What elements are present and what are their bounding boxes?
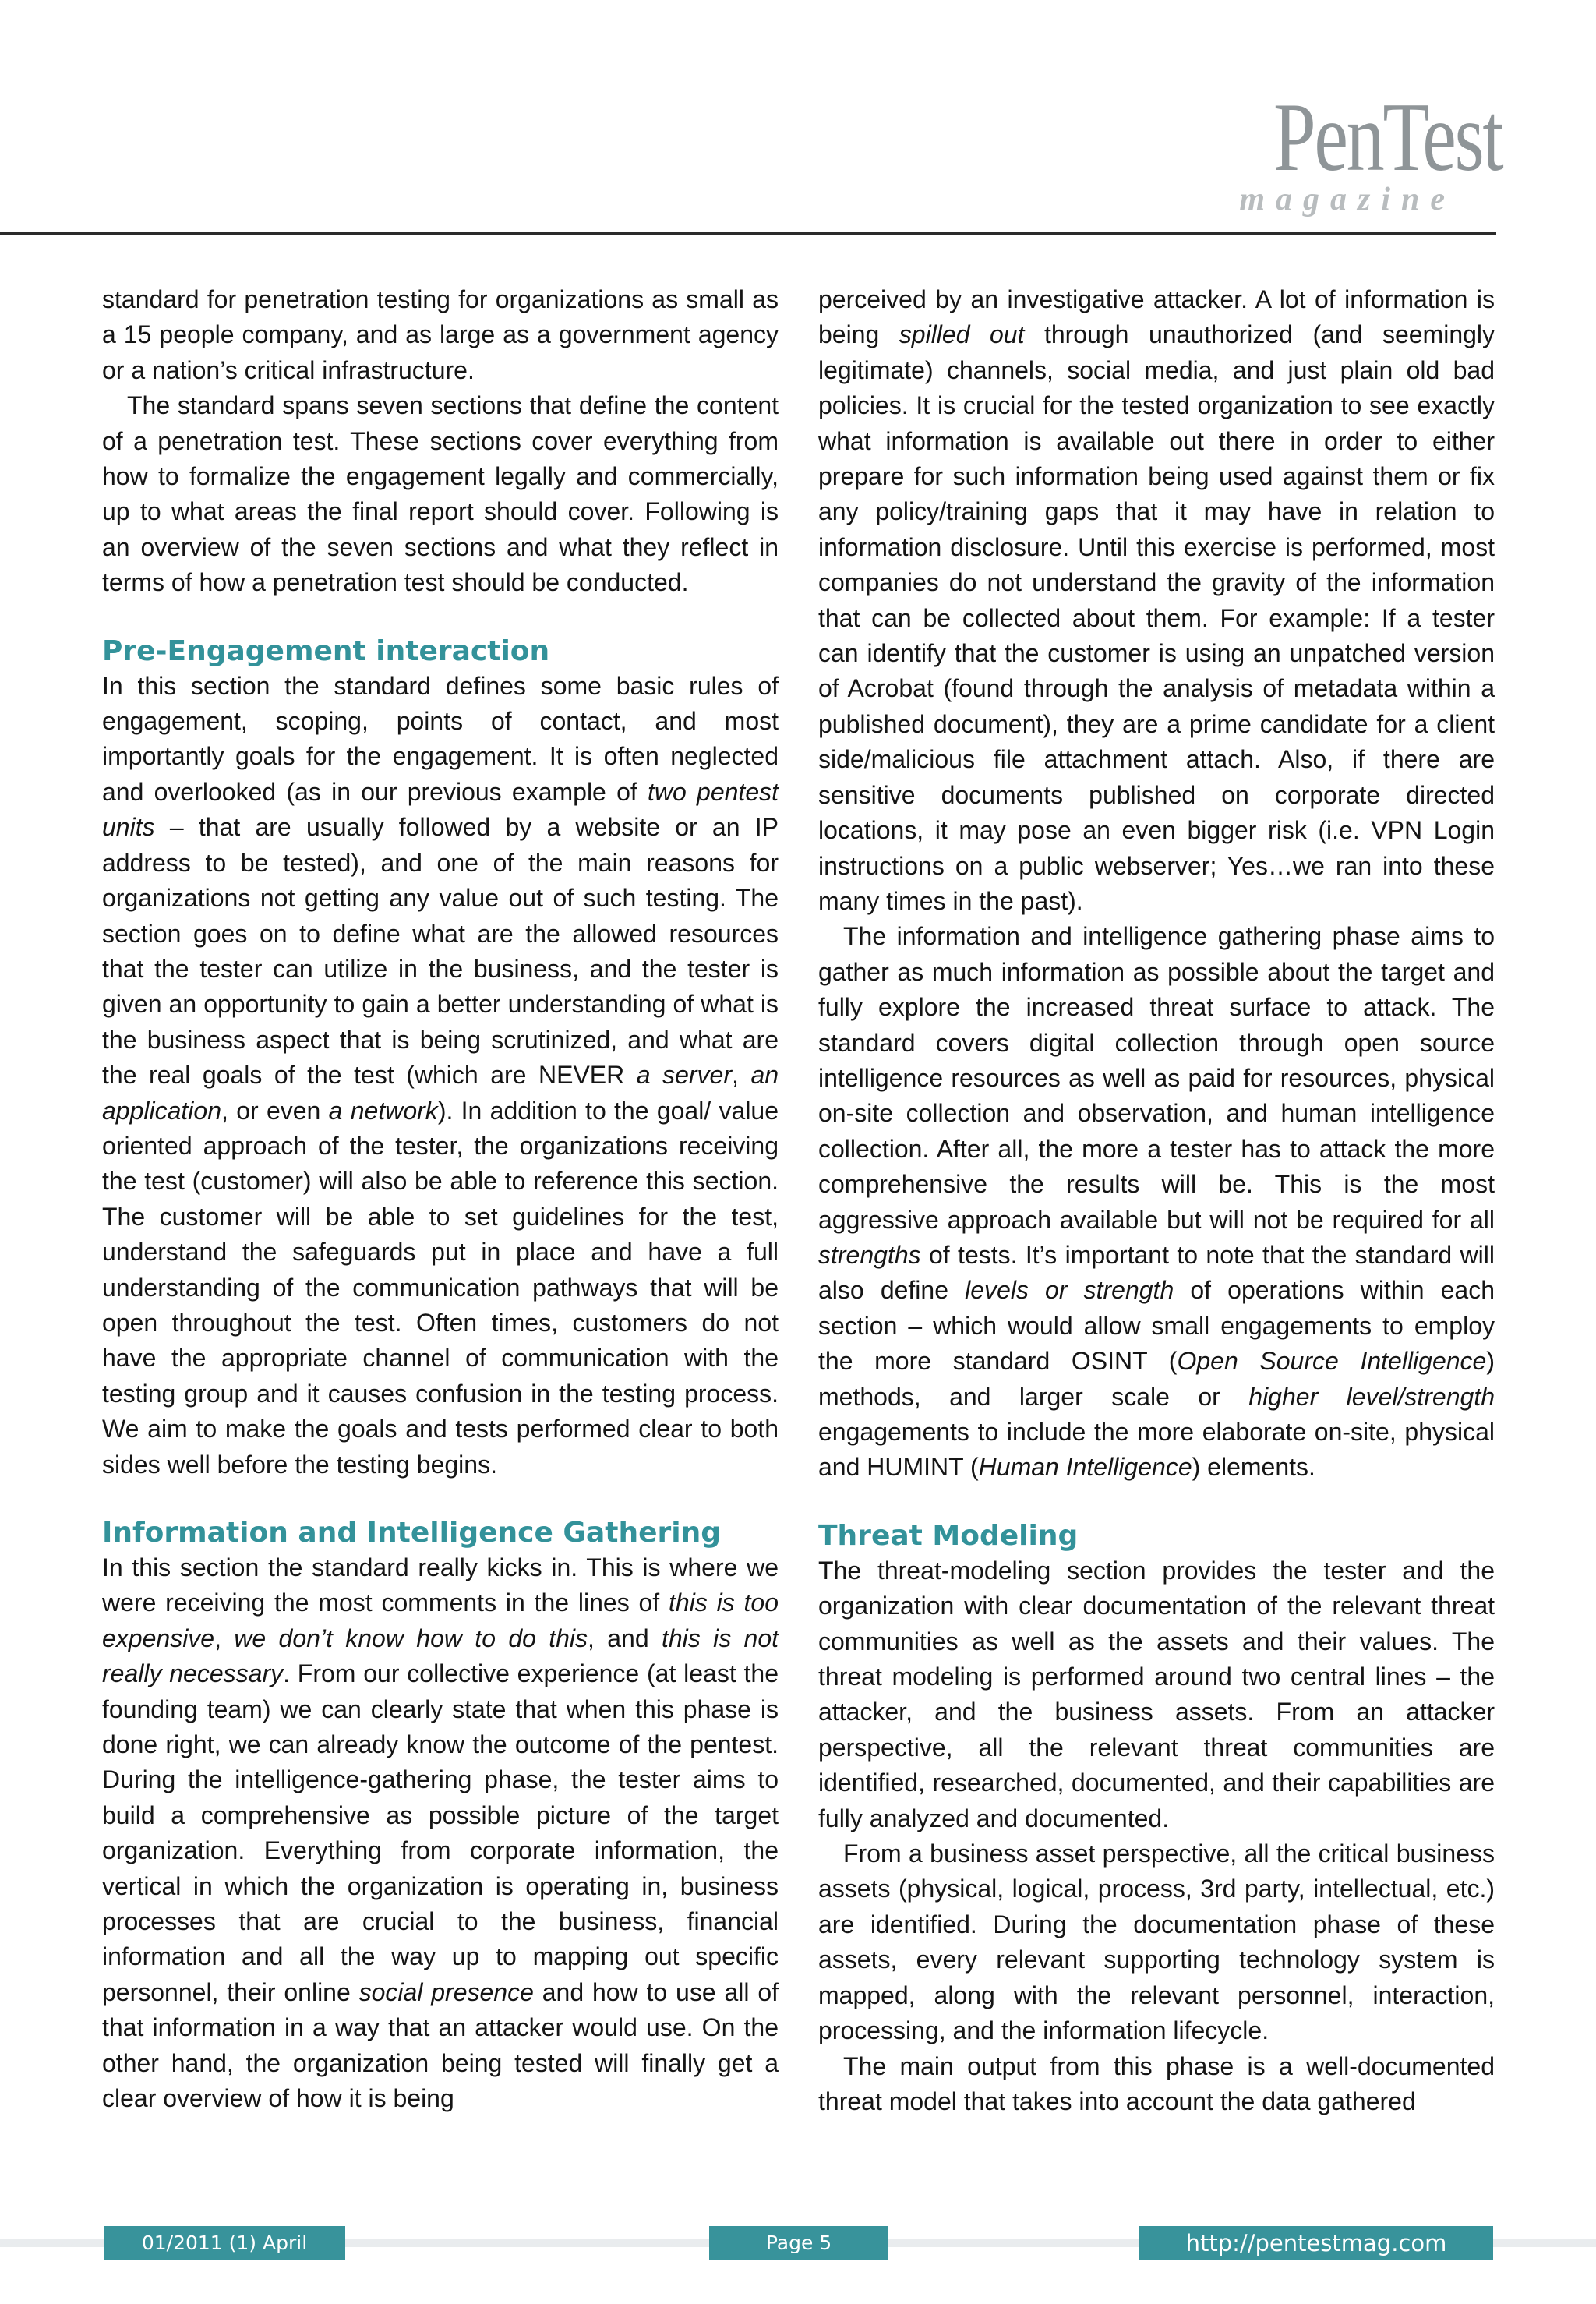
threat-model-output-paragraph: The main output from this phase is a well-documented threat model that takes into account the data gathered	[818, 2051, 1495, 2115]
page-header	[0, 0, 1596, 235]
header-divider	[0, 232, 1496, 235]
logo-wordmark: PenTest	[1273, 83, 1502, 192]
heading-pre-engagement: Pre-Engagement interaction	[102, 634, 550, 667]
intelligence-phase-paragraph: The information and intelligence gathering phase aims to gather as much information as possible about the target and fully explore the increased threat surface to attack. The standard covers digital collection through open source intelligence resources as well as paid for resources, physical on-site collection and observation, and human intelligence collection. After all, the more a tester has to attack the more comprehensive the results will be. This is the most aggressive approach available but will not be required for all strengths of tests. It’s important to note that the standard will also define levels or strength of operations within each section – which would allow small engagements to employ the more standard OSINT (Open Source Intelligence) methods, and larger scale or higher level/strength engagements to include the more elaborate on-site, physical and HUMINT (Human Intelligence) elements.	[818, 922, 1495, 1482]
intro-paragraph-continued: standard for penetration testing for organizations as small as a 15 people company, and as large as a government agency or a nation’s critical infrastructure.	[102, 285, 779, 384]
logo-subtitle: magazine	[1239, 182, 1456, 217]
heading-information-gathering: Information and Intelligence Gathering	[102, 1517, 722, 1549]
page-footer	[0, 2226, 1596, 2265]
business-asset-paragraph: From a business asset perspective, all the critical business assets (physical, logical, process, 3rd party, intellectual, etc.) are identified. During the documentation phase of these assets, every relevant supporting technology system is mapped, along with the relevant personnel, interaction, processing, and the information lifecycle.	[818, 1839, 1495, 2045]
heading-threat-modeling: Threat Modeling	[818, 1519, 1079, 1552]
right-column	[818, 282, 1495, 2119]
threat-modeling-paragraph: The threat-modeling section provides the tester and the organization with clear documentation of the relevant threat communities as well as the assets and their values. The threat modeling is performed around two central lines – the attacker, and the business assets. From an attacker perspective, all the relevant threat communities are identified, researched, documented, and their capabilities are fully analyzed and documented.	[818, 1556, 1495, 1832]
page-number: Page 5	[709, 2226, 888, 2260]
information-gathering-paragraph-continued: perceived by an investigative attacker. A lot of information is being spilled out through unauthorized (and seemingly legitimate) channels, social media, and just plain old bad policies. It is crucial for the tested organization to see exactly what information is available out there in order to either prepare for such information being used against them or fix any policy/training gaps that it may have in relation to information disclosure. Until this exercise is performed, most companies do not understand the gravity of the information that can be collected about them. For example: If a tester can identify that the customer is using an unpatched version of Acrobat (found through the analysis of metadata within a published document), they are a prime candidate for a client side/malicious file attachment attach. Also, if there are sensitive documents published on corporate directed locations, it may pose an even bigger risk (i.e. VPN Login instructions on a public webserver; Yes…we ran into these many times in the past).	[818, 285, 1495, 915]
left-column	[102, 282, 779, 2117]
website-link[interactable]: http://pentestmag.com	[1139, 2226, 1493, 2260]
pentest-magazine-logo	[1222, 83, 1502, 228]
information-gathering-paragraph: In this section the standard really kicks in. This is where we were receiving the most comments in the lines of this is too expensive, we don’t know how to do this, and this is not really necessary. From our collective experience (at least the founding team) we can clearly state that when this phase is done right, we can already know the outcome of the pentest. During the intelligence-gathering phase, the tester aims to build a comprehensive as possible picture of the target organization. Everything from corporate information, the vertical in which the organization is operating in, business processes that are crucial to the business, financial information and all the way up to mapping out specific personnel, their online social presence and how to use all of that information in a way that an attacker would use. On the other hand, the organization being tested will finally get a clear overview of how it is being	[102, 1553, 779, 2113]
pre-engagement-paragraph: In this section the standard defines some basic rules of engagement, scoping, points of contact, and most importantly goals for the engagement. It is often neglected and overlooked (as in our previous example of two pentest units – that are usually followed by a website or an IP address to be tested), and one of the main reasons for organizations not getting any value out of such testing. The section goes on to define what are the allowed resources that the tester can utilize in the business, and the tester is given an opportunity to gain a better understanding of what is the business aspect that is being scrutinized, and what are the real goals of the test (which are NEVER a server, an application, or even a network). In addition to the goal/ value oriented approach of the tester, the organizations receiving the test (customer) will also be able to reference this section. The customer will be able to set guidelines for the test, understand the safeguards put in place and have a full understanding of the communication pathways that will be open throughout the test. Often times, customers do not have the appropriate channel of communication with the testing group and it causes confusion in the testing process. We aim to make the goals and tests performed clear to both sides well before the testing begins.	[102, 671, 779, 1479]
issue-label: 01/2011 (1) April	[104, 2226, 345, 2260]
standard-overview-paragraph: The standard spans seven sections that define the content of a penetration test. These sections cover everything from how to formalize the engagement legally and commercially, up to what areas the final report should cover. Following is an overview of the seven sections and what they reflect in terms of how a penetration test should be conducted.	[102, 391, 779, 597]
